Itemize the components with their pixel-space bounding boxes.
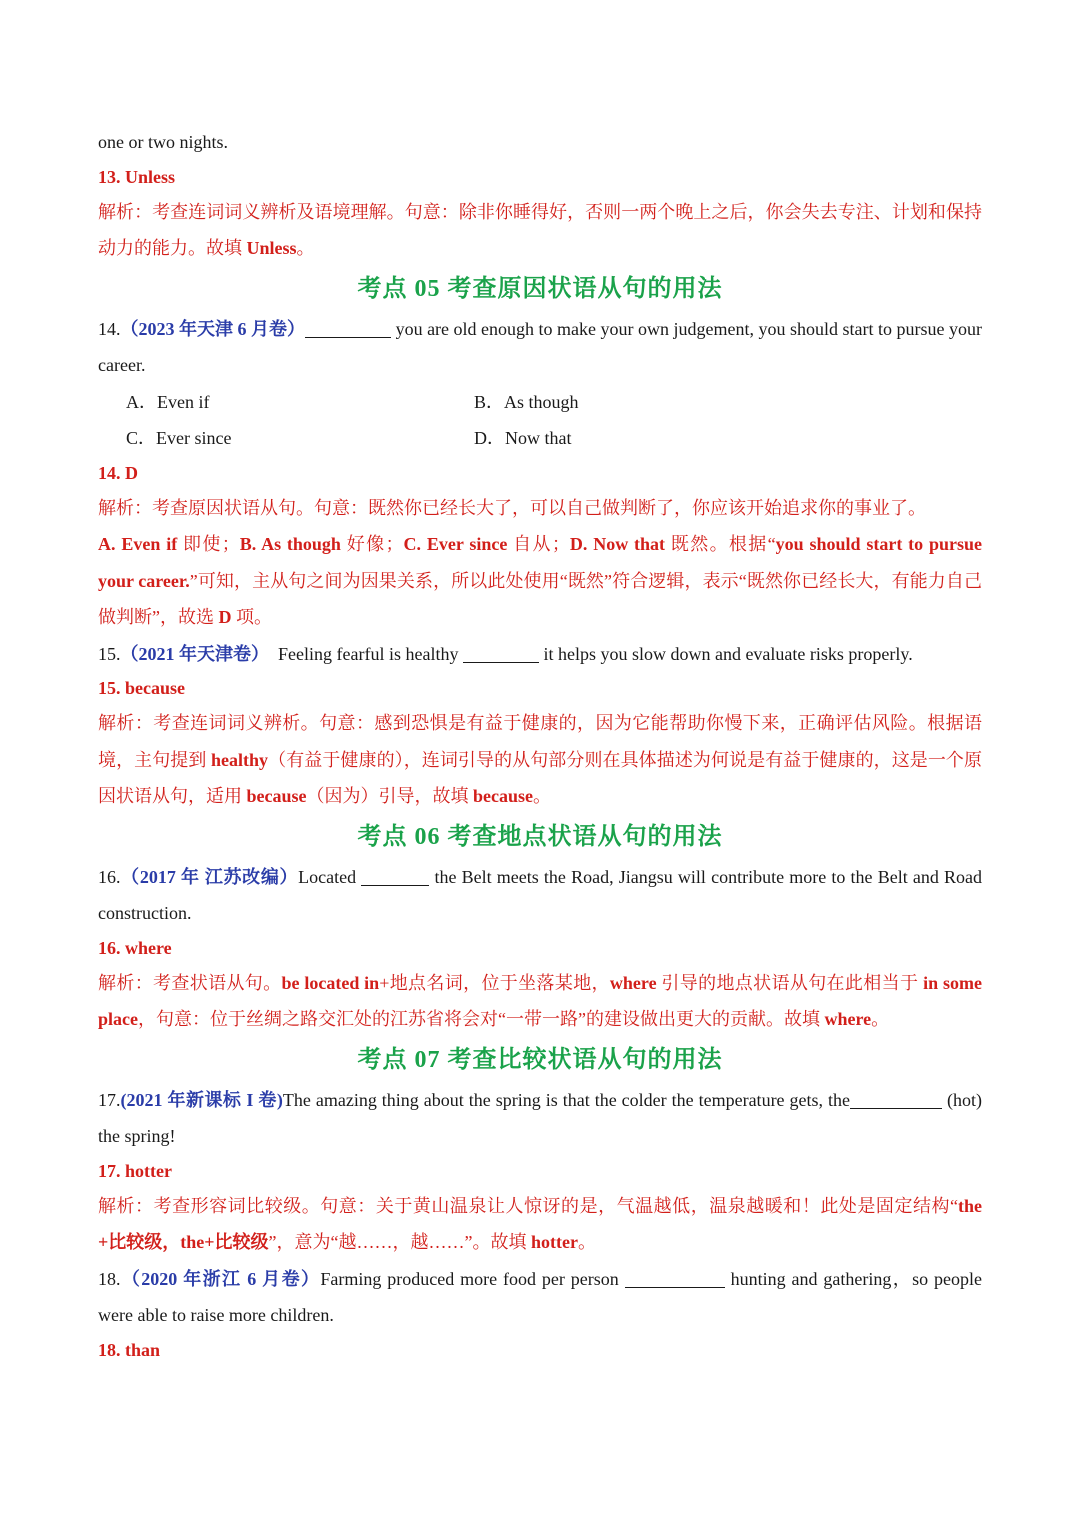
section-heading-06: 考点 06 考查地点状语从句的用法 xyxy=(357,823,723,850)
document-page xyxy=(98,124,982,1367)
answer-blank xyxy=(625,1269,725,1288)
question-16: 16.（2017 年 江苏改编）Located the Belt meets the Road, Jiangsu will contribute more to the Belt and Road construction. xyxy=(98,866,983,923)
answer-14: 14. D xyxy=(98,462,138,483)
question-17: 17.(2021 年新课标 I 卷)The amazing thing about the spring is that the colder the temperature gets, the (hot) the spring! xyxy=(98,1089,983,1146)
question-15: 15.（2021 年天津卷） Feeling fearful is healthy it helps you slow down and evaluate risks properly. xyxy=(98,643,913,664)
lead-line: one or two nights. xyxy=(98,132,228,152)
answer-blank xyxy=(850,1090,942,1109)
options-14 xyxy=(126,384,982,457)
explanation-16: 解析：考查状语从句。be located in+地点名词，位于坐落某地，where 引导的地点状语从句在此相当于 in some place，句意：位于丝绸之路交汇处的江苏省将会对“一带一路”的建设做出更大的贡献。故填 where。 xyxy=(98,972,983,1029)
question-18: 18.（2020 年浙江 6 月卷）Farming produced more food per person hunting and gathering，so people were able to raise more children. xyxy=(98,1268,983,1325)
answer-18: 18. than xyxy=(98,1339,161,1360)
answer-15: 15. because xyxy=(98,678,185,698)
option-c: C．Ever since xyxy=(126,428,232,448)
answer-blank xyxy=(463,644,539,663)
answer-13: 13. Unless xyxy=(98,166,176,187)
answer-17: 17. hotter xyxy=(98,1160,172,1181)
question-14: 14.（2023 年天津 6 月卷） you are old enough to make your own judgement, you should start to pursue your career. xyxy=(98,318,983,375)
answer-16: 16. where xyxy=(98,937,172,958)
section-heading-07: 考点 07 考查比较状语从句的用法 xyxy=(357,1046,723,1073)
answer-blank xyxy=(361,867,429,886)
answer-blank xyxy=(305,319,391,338)
explanation-14: 解析：考查原因状语从句。句意：既然你已经长大了，可以自己做判断了，你应该开始追求你的事业了。 A. Even if 即使；B. As though 好像；C. Ever since 自从；D. Now that 既然。根据“you should start to pursue your career.”可知，主从句之间为因果关系，所以此处使用“既然”符合逻辑，表示“既然你已经长大，有能力自己做判断”，故选 D 项。 xyxy=(98,497,983,627)
option-a: A．Even if xyxy=(126,391,210,412)
explanation-13: 解析：考查连词词义辨析及语境理解。句意：除非你睡得好，否则一两个晚上之后，你会失去专注、计划和保持动力的能力。故填 Unless。 xyxy=(98,201,982,258)
section-heading-05: 考点 05 考查原因状语从句的用法 xyxy=(357,275,723,302)
explanation-15: 解析：考查连词词义辨析。句意：感到恐惧是有益于健康的，因为它能帮助你慢下来，正确评估风险。根据语境，主句提到 healthy（有益于健康的），连词引导的从句部分则在具体描述为何说是有益于健康的，这是一个原因状语从句，适用 because（因为）引导，故填 because。 xyxy=(98,713,983,806)
explanation-17: 解析：考查形容词比较级。句意：关于黄山温泉让人惊讶的是，气温越低，温泉越暖和！此处是固定结构“the +比较级，the+比较级”，意为“越……，越……”。故填 hotter。 xyxy=(98,1195,982,1252)
option-b: B．As though xyxy=(474,391,579,412)
option-d: D．Now that xyxy=(474,428,572,448)
